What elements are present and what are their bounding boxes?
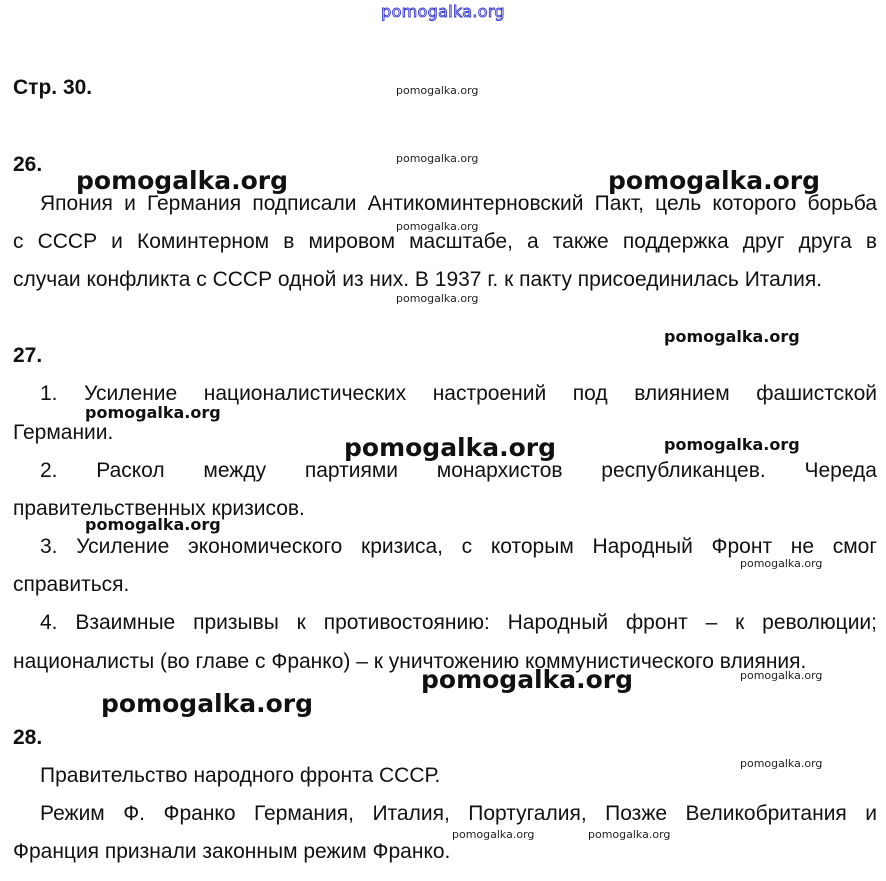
section-26-number: 26. [13,153,43,176]
watermark-small: pomogalka.org [588,828,671,841]
top-watermark: pomogalka.org [381,2,505,21]
watermark-small: pomogalka.org [740,669,823,682]
watermark-small: pomogalka.org [740,757,823,770]
section-28-line-1: Правительство народного фронта СССР. [40,764,441,787]
watermark-large: pomogalka.org [101,689,314,718]
section-27-line-2: Германии. [13,421,114,444]
watermark-medium: pomogalka.org [85,515,221,534]
page-heading: Стр. 30. [13,76,93,99]
section-27-number: 27. [13,344,43,367]
watermark-small: pomogalka.org [396,152,479,165]
watermark-small: pomogalka.org [452,828,535,841]
section-28-line-2: Режим Ф. Франко Германия, Италия, Португалия, Позже Великобритания и [40,802,877,825]
watermark-large: pomogalka.org [608,166,821,195]
watermark-small: pomogalka.org [740,557,823,570]
section-27-line-3: 2. Раскол между партиями монархистов республиканцев. Череда [40,459,877,482]
section-28-line-3: Франция признали законным режим Франко. [13,840,451,863]
section-27-line-1: 1. Усиление националистических настроений под влиянием фашистской [40,382,877,405]
section-28-number: 28. [13,726,43,749]
section-27-line-8: националисты (во главе с Франко) – к уничтожению коммунистического влияния. [13,650,807,673]
section-27-line-4: правительственных кризисов. [13,497,305,520]
watermark-medium: pomogalka.org [664,435,800,454]
section-26-line-3: случаи конфликта с СССР одной из них. В 1937 г. к пакту присоединилась Италия. [13,268,823,291]
watermark-small: pomogalka.org [396,220,479,233]
watermark-medium: pomogalka.org [85,403,221,422]
watermark-large: pomogalka.org [344,433,557,462]
section-27-line-6: справиться. [13,573,130,596]
section-27-line-7: 4. Взаимные призывы к противостоянию: Народный фронт – к революции; [40,611,877,634]
watermark-large: pomogalka.org [76,166,289,195]
section-27-line-5: 3. Усиление экономического кризиса, с которым Народный Фронт не смог [40,535,877,558]
watermark-large: pomogalka.org [421,665,634,694]
section-26-line-2: с СССР и Коминтерном в мировом масштабе, а также поддержка друг друга в [13,230,877,253]
watermark-small: pomogalka.org [396,292,479,305]
watermark-small: pomogalka.org [396,84,479,97]
watermark-medium: pomogalka.org [664,327,800,346]
section-26-line-1: Япония и Германия подписали Антикоминтерновский Пакт, цель которого борьба [40,192,877,215]
